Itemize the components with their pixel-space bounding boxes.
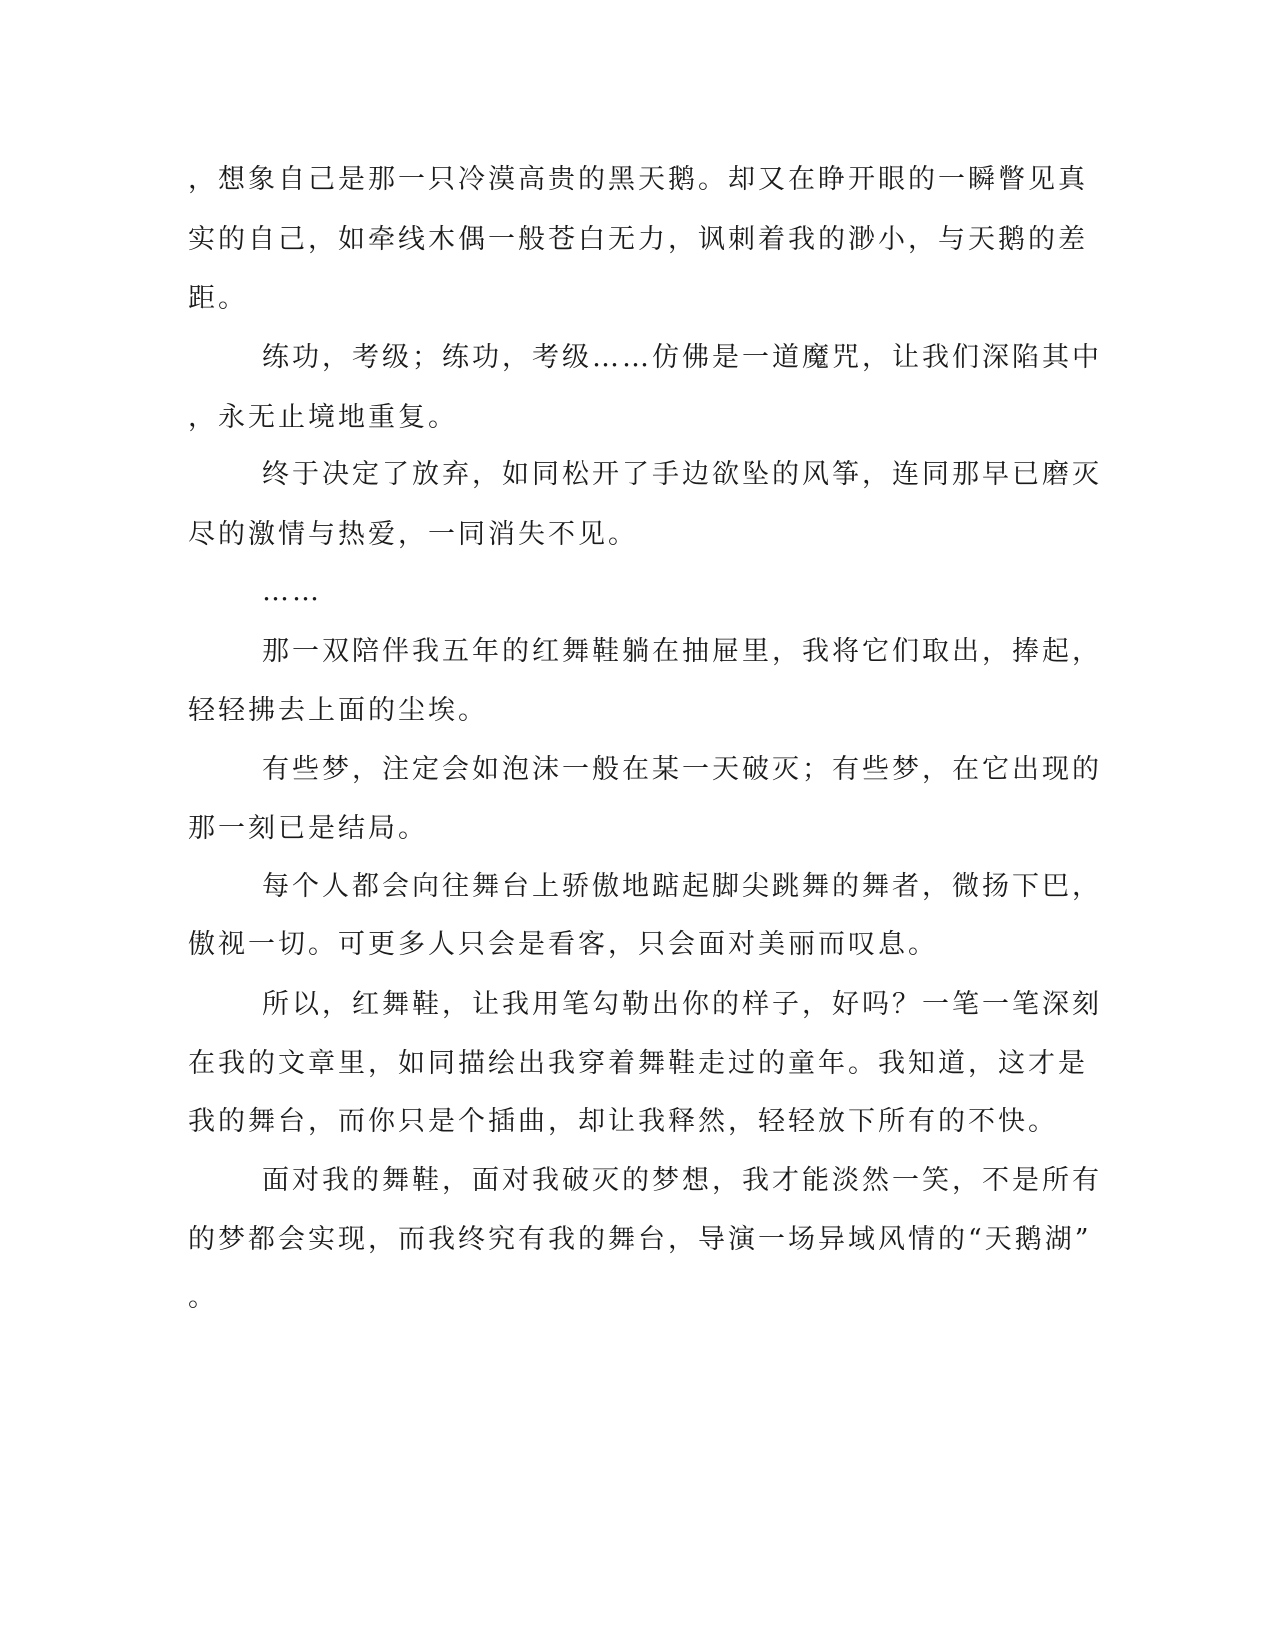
text-line: 在我的文章里，如同描绘出我穿着舞鞋走过的童年。我知道，这才是 bbox=[188, 1048, 1088, 1079]
text-line: ，想象自己是那一只冷漠高贵的黑天鹅。却又在睁开眼的一瞬瞥见真 bbox=[188, 164, 1088, 195]
text-line: 。 bbox=[188, 1282, 218, 1313]
text-line: 轻轻拂去上面的尘埃。 bbox=[188, 695, 488, 726]
text-line: 我的舞台，而你只是个插曲，却让我释然，轻轻放下所有的不快。 bbox=[188, 1106, 1058, 1137]
text-line: 实的自己，如牵线木偶一般苍白无力，讽刺着我的渺小，与天鹅的差 bbox=[188, 224, 1088, 255]
paragraph-first-line: 每个人都会向往舞台上骄傲地踮起脚尖跳舞的舞者，微扬下巴， bbox=[262, 871, 1102, 902]
text-line: 傲视一切。可更多人只会是看客，只会面对美丽而叹息。 bbox=[188, 929, 938, 960]
text-line: ，永无止境地重复。 bbox=[188, 402, 458, 433]
text-line: 距。 bbox=[188, 283, 248, 314]
paragraph-first-line: 那一双陪伴我五年的红舞鞋躺在抽屉里，我将它们取出，捧起， bbox=[262, 636, 1102, 667]
paragraph-first-line: 所以，红舞鞋，让我用笔勾勒出你的样子，好吗？一笔一笔深刻 bbox=[262, 989, 1102, 1020]
paragraph-first-line: 终于决定了放弃，如同松开了手边欲坠的风筝，连同那早已磨灭 bbox=[262, 459, 1102, 490]
text-line: 那一刻已是结局。 bbox=[188, 813, 428, 844]
paragraph-first-line: 面对我的舞鞋，面对我破灭的梦想，我才能淡然一笑，不是所有 bbox=[262, 1165, 1102, 1196]
text-line: 尽的激情与热爱，一同消失不见。 bbox=[188, 519, 638, 550]
text-line: 的梦都会实现，而我终究有我的舞台，导演一场异域风情的“天鹅湖” bbox=[188, 1224, 1092, 1255]
ellipsis-line: …… bbox=[262, 576, 322, 607]
paragraph-first-line: 练功，考级；练功，考级……仿佛是一道魔咒，让我们深陷其中 bbox=[262, 342, 1102, 373]
paragraph-first-line: 有些梦，注定会如泡沫一般在某一天破灭；有些梦，在它出现的 bbox=[262, 754, 1102, 785]
